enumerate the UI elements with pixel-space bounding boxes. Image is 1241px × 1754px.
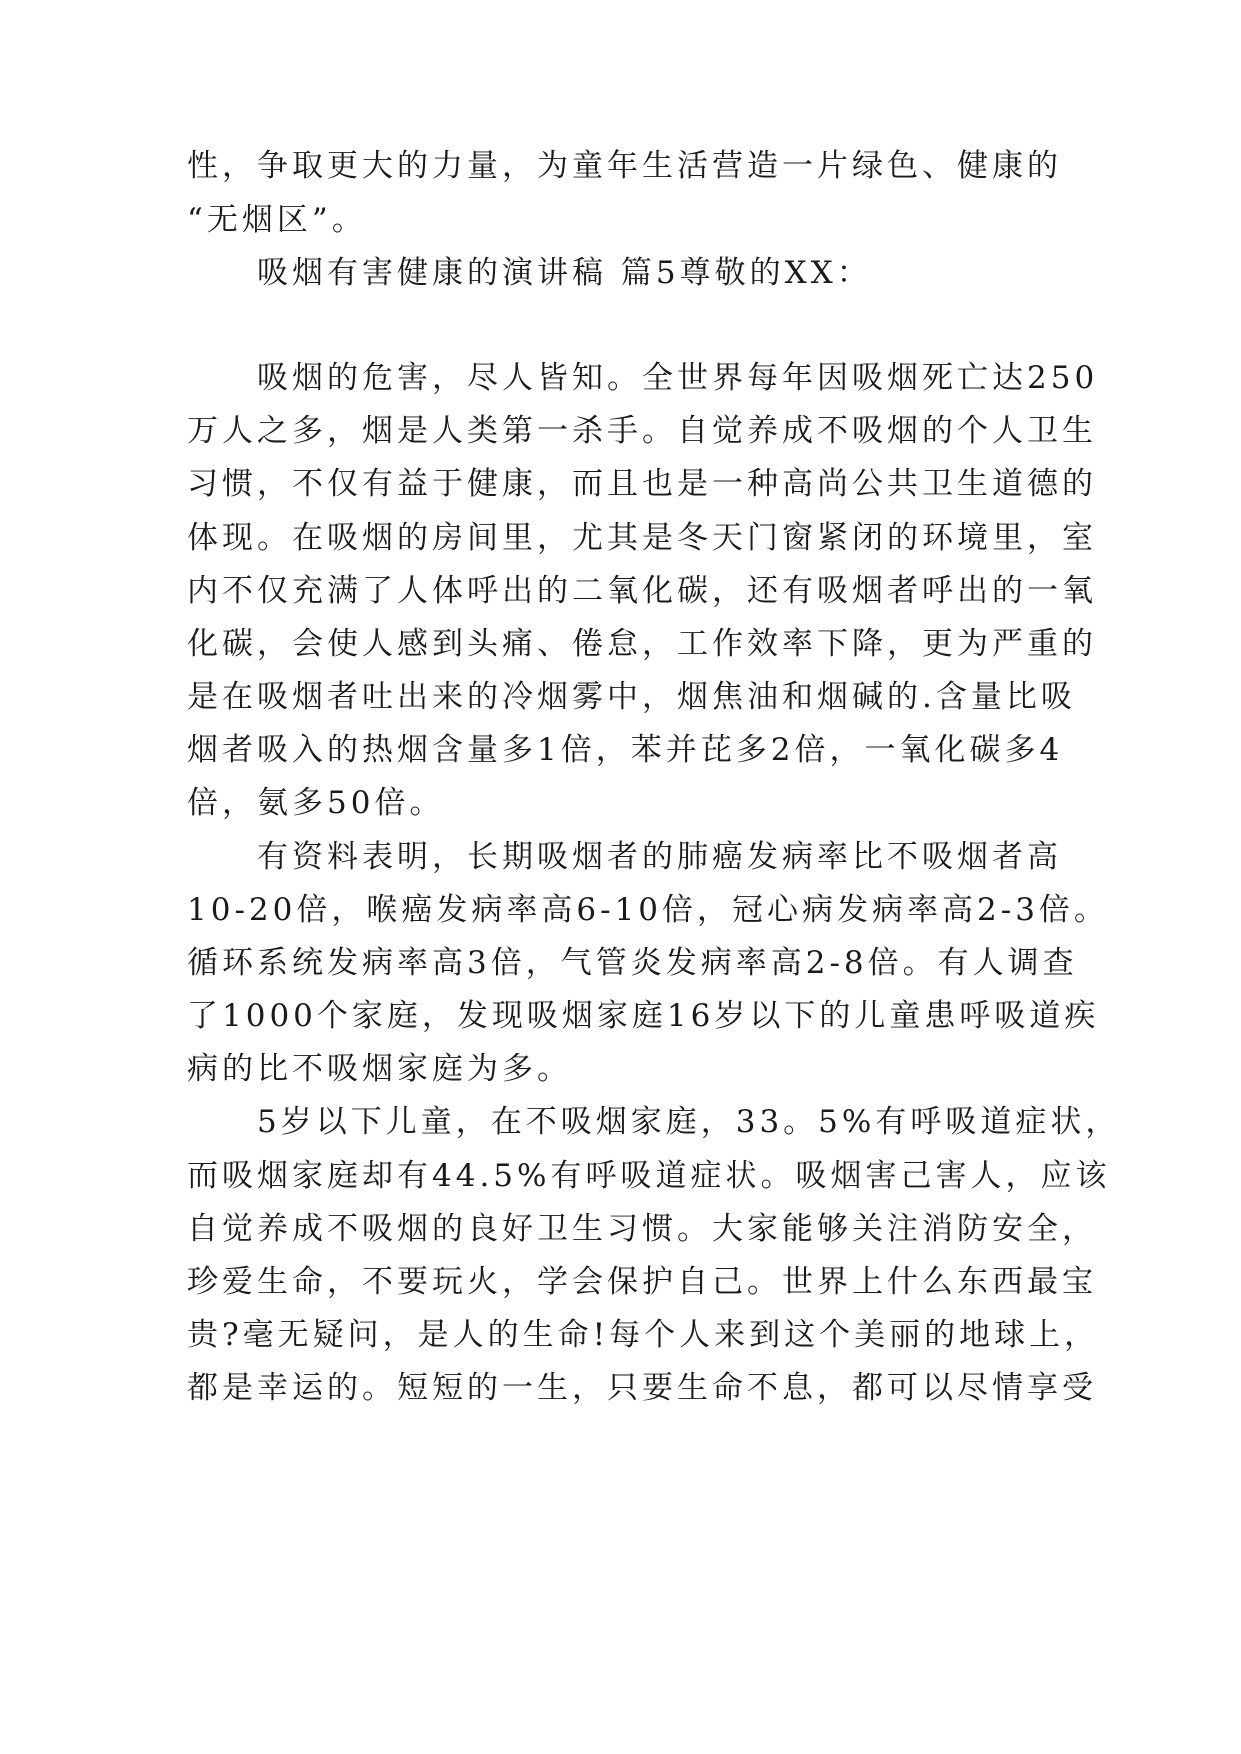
- text-line: 循环系统发病率高3倍，气管炎发病率高2-8倍。有人调查: [187, 945, 1078, 981]
- text-line: 10-20倍，喉癌发病率高6-10倍，冠心病发病率高2-3倍。: [187, 892, 1109, 928]
- text-line: 是在吸烟者吐出来的冷烟雾中，烟焦油和烟碱的.含量比吸: [187, 679, 1076, 715]
- text-line: 吸烟的危害，尽人皆知。全世界每年因吸烟死亡达250: [257, 360, 1099, 396]
- text-line: 习惯，不仅有益于健康，而且也是一种高尚公共卫生道德的: [187, 466, 1097, 502]
- text-line: 都是幸运的。短短的一生，只要生命不息，都可以尽情享受: [187, 1370, 1097, 1406]
- text-line: 而吸烟家庭却有44.5%有呼吸道症状。吸烟害己害人，应该: [187, 1158, 1111, 1194]
- text-line: 5岁以下儿童，在不吸烟家庭，33。5%有呼吸道症状，: [257, 1104, 1121, 1140]
- text-line: 自觉养成不吸烟的良好卫生习惯。大家能够关注消防安全，: [187, 1211, 1097, 1247]
- text-line: 体现。在吸烟的房间里，尤其是冬天门窗紧闭的环境里，室: [187, 520, 1097, 556]
- text-line: 倍，氨多50倍。: [187, 785, 445, 821]
- text-line: 有资料表明，长期吸烟者的肺癌发病率比不吸烟者高: [257, 839, 1062, 875]
- text-line: 烟者吸入的热烟含量多1倍，苯并芘多2倍，一氧化碳多4: [187, 732, 1064, 768]
- text-line: 贵?毫无疑问，是人的生命!每个人来到这个美丽的地球上，: [187, 1317, 1100, 1353]
- text-line: 内不仅充满了人体呼出的二氧化碳，还有吸烟者呼出的一氧: [187, 573, 1097, 609]
- text-line: 化碳，会使人感到头痛、倦怠，工作效率下降，更为严重的: [187, 626, 1097, 662]
- text-line: 病的比不吸烟家庭为多。: [187, 1051, 572, 1087]
- text-line: 万人之多，烟是人类第一杀手。自觉养成不吸烟的个人卫生: [187, 413, 1097, 449]
- text-line: 性，争取更大的力量，为童年生活营造一片绿色、健康的: [187, 148, 1062, 184]
- text-line: 珍爱生命，不要玩火，学会保护自己。世界上什么东西最宝: [187, 1264, 1097, 1300]
- heading-line: 吸烟有害健康的演讲稿 篇5尊敬的XX：: [257, 255, 872, 291]
- text-line: “无烟区”。: [187, 202, 367, 238]
- text-line: 了1000个家庭，发现吸烟家庭16岁以下的儿童患呼吸道疾: [187, 998, 1100, 1034]
